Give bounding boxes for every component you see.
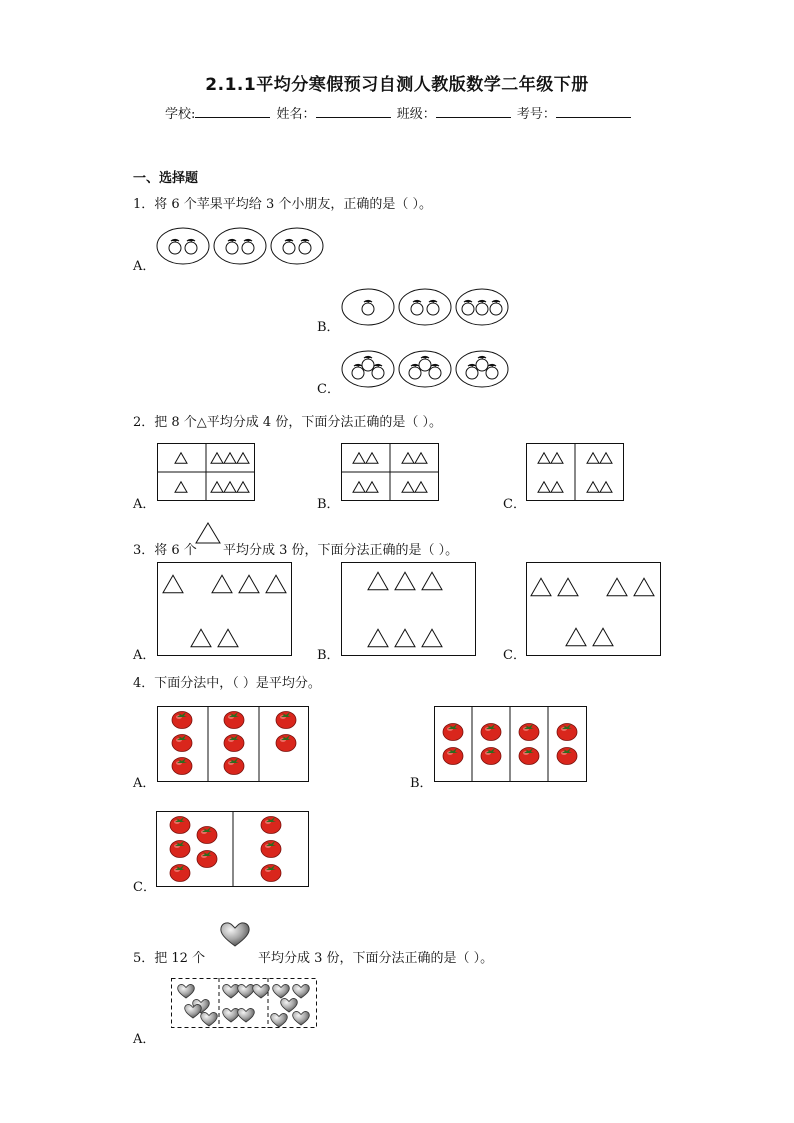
tomato-icon bbox=[276, 735, 296, 752]
triangle-icon bbox=[239, 575, 259, 592]
plate-ellipse bbox=[157, 228, 209, 264]
triangle-icon bbox=[368, 572, 388, 589]
triangle-icon bbox=[368, 629, 388, 646]
heart-icon bbox=[238, 1008, 255, 1022]
heart-icon bbox=[223, 1008, 240, 1022]
triangle-icon bbox=[395, 572, 415, 589]
triangle-icon bbox=[593, 628, 613, 645]
q2-option-a-figure bbox=[157, 443, 255, 501]
triangle-icon bbox=[538, 453, 550, 463]
q4-option-a-label: A． bbox=[133, 776, 156, 791]
triangle-icon bbox=[422, 629, 442, 646]
tomato-icon bbox=[172, 735, 192, 752]
plate-ellipse bbox=[214, 228, 266, 264]
q5-option-a-figure bbox=[171, 978, 317, 1028]
triangle-icon bbox=[353, 482, 365, 492]
q1-option-c-figure bbox=[340, 348, 510, 390]
tomato-icon bbox=[276, 712, 296, 729]
q2-option-b-label: B． bbox=[317, 497, 340, 512]
triangle-icon bbox=[558, 578, 578, 595]
q1-option-b-figure bbox=[340, 286, 510, 328]
triangle-icon bbox=[218, 629, 238, 646]
heart-icon bbox=[185, 1004, 202, 1018]
question-3-text-end: 平均分成 3 份，下面分法正确的是（ ）。 bbox=[223, 543, 459, 558]
tomato-icon bbox=[443, 748, 463, 765]
tomato-icon bbox=[261, 865, 281, 882]
q3-option-c-figure bbox=[526, 562, 661, 656]
triangle-icon bbox=[422, 572, 442, 589]
triangle-icon bbox=[224, 453, 236, 463]
q3-option-b-label: B． bbox=[317, 648, 340, 663]
q2-option-b-figure bbox=[341, 443, 439, 501]
triangle-icon bbox=[415, 453, 427, 463]
triangle-icon bbox=[566, 628, 586, 645]
tomato-icon bbox=[170, 817, 190, 834]
q4-option-b-figure bbox=[434, 706, 587, 782]
triangle-icon bbox=[353, 453, 365, 463]
triangle-icon bbox=[366, 453, 378, 463]
number-label: 考号： bbox=[516, 107, 556, 122]
triangle-icon bbox=[587, 482, 599, 492]
q3-option-a-label: A． bbox=[133, 648, 156, 663]
tomato-icon bbox=[224, 712, 244, 729]
heart-icon bbox=[273, 984, 290, 998]
tomato-icon bbox=[172, 712, 192, 729]
q4-option-c-figure bbox=[156, 811, 309, 887]
tomato-icon bbox=[172, 758, 192, 775]
triangle-icon bbox=[163, 575, 183, 592]
triangle-icon bbox=[531, 578, 551, 595]
question-2-text: 2．把 8 个△平均分成 4 份，下面分法正确的是（ ）。 bbox=[133, 415, 442, 430]
tomato-icon bbox=[481, 748, 501, 765]
triangle-icon bbox=[175, 482, 187, 492]
heart-icon bbox=[293, 984, 310, 998]
tomato-icon bbox=[481, 724, 501, 741]
q1-option-b-label: B． bbox=[317, 320, 340, 335]
student-info-line bbox=[165, 103, 633, 122]
q3-option-b-figure bbox=[341, 562, 476, 656]
heart-icon bbox=[218, 920, 252, 948]
page-title: 2.1.1平均分寒假预习自测人教版数学二年级下册 bbox=[205, 75, 589, 95]
tomato-icon bbox=[224, 758, 244, 775]
question-5-text-end: 平均分成 3 份，下面分法正确的是（ ）。 bbox=[258, 951, 494, 966]
school-label: 学校: bbox=[165, 107, 196, 122]
triangle-icon bbox=[402, 482, 414, 492]
triangle-icon bbox=[191, 629, 211, 646]
q2-option-c-label: C． bbox=[503, 497, 526, 512]
triangle-icon bbox=[211, 482, 223, 492]
triangle-icon bbox=[366, 482, 378, 492]
triangle-icon bbox=[634, 578, 654, 595]
q4-option-a-figure bbox=[157, 706, 309, 782]
tomato-icon bbox=[197, 827, 217, 844]
q1-option-c-label: C． bbox=[317, 382, 340, 397]
tomato-icon bbox=[170, 841, 190, 858]
tomato-icon bbox=[261, 817, 281, 834]
triangle-icon bbox=[237, 453, 249, 463]
triangle-icon bbox=[538, 482, 550, 492]
heart-icon bbox=[178, 984, 195, 998]
triangle-icon bbox=[212, 575, 232, 592]
plate-ellipse bbox=[399, 289, 451, 325]
q4-option-c-label: C． bbox=[133, 880, 156, 895]
tomato-icon bbox=[261, 841, 281, 858]
school-blank bbox=[195, 105, 270, 118]
q1-option-a-label: A． bbox=[133, 259, 156, 274]
triangle-icon bbox=[175, 453, 187, 463]
question-3-text-start: 3．将 6 个 bbox=[133, 543, 197, 558]
triangle-icon bbox=[415, 482, 427, 492]
section-heading: 一、选择题 bbox=[133, 171, 199, 186]
tomato-icon bbox=[519, 748, 539, 765]
name-blank bbox=[316, 105, 391, 118]
triangle-icon bbox=[551, 482, 563, 492]
plate-ellipse bbox=[271, 228, 323, 264]
tomato-icon bbox=[224, 735, 244, 752]
heart-icon bbox=[223, 984, 240, 998]
tomato-icon bbox=[197, 851, 217, 868]
tomato-icon bbox=[557, 724, 577, 741]
triangle-icon bbox=[587, 453, 599, 463]
triangle-icon bbox=[395, 629, 415, 646]
class-blank bbox=[436, 105, 511, 118]
q3-option-a-figure bbox=[157, 562, 292, 656]
heart-icon bbox=[271, 1013, 288, 1027]
heart-icon bbox=[238, 984, 255, 998]
q1a-groups bbox=[157, 228, 323, 264]
name-label: 姓名： bbox=[276, 107, 316, 122]
q5-option-a-label: A． bbox=[133, 1032, 156, 1047]
triangle-icon bbox=[266, 575, 286, 592]
number-blank bbox=[556, 105, 631, 118]
question-4-text: 4．下面分法中，（ ）是平均分。 bbox=[133, 676, 321, 691]
tomato-icon bbox=[170, 865, 190, 882]
triangle-icon bbox=[607, 578, 627, 595]
heart-icon bbox=[253, 984, 270, 998]
q1-option-a-figure bbox=[155, 225, 325, 267]
triangle-icon bbox=[224, 482, 236, 492]
triangle-icon bbox=[600, 453, 612, 463]
q2-option-c-figure bbox=[526, 443, 624, 501]
triangle-icon bbox=[211, 453, 223, 463]
class-label: 班级： bbox=[396, 107, 436, 122]
q2-option-a-label: A． bbox=[133, 497, 156, 512]
tomato-icon bbox=[557, 748, 577, 765]
triangle-icon bbox=[237, 482, 249, 492]
triangle-icon bbox=[402, 453, 414, 463]
triangle-icon bbox=[551, 453, 563, 463]
question-5-text-start: 5．把 12 个 bbox=[133, 951, 206, 966]
heart-icon bbox=[293, 1011, 310, 1025]
q4-option-b-label: B． bbox=[410, 776, 433, 791]
tomato-icon bbox=[519, 724, 539, 741]
triangle-icon bbox=[195, 522, 221, 544]
heart-icon bbox=[281, 998, 298, 1012]
q3-option-c-label: C． bbox=[503, 648, 526, 663]
heart-icon bbox=[201, 1012, 218, 1026]
question-1-text: 1．将 6 个苹果平均给 3 个小朋友，正确的是（ ）。 bbox=[133, 197, 432, 212]
triangle-icon bbox=[600, 482, 612, 492]
tomato-icon bbox=[443, 724, 463, 741]
